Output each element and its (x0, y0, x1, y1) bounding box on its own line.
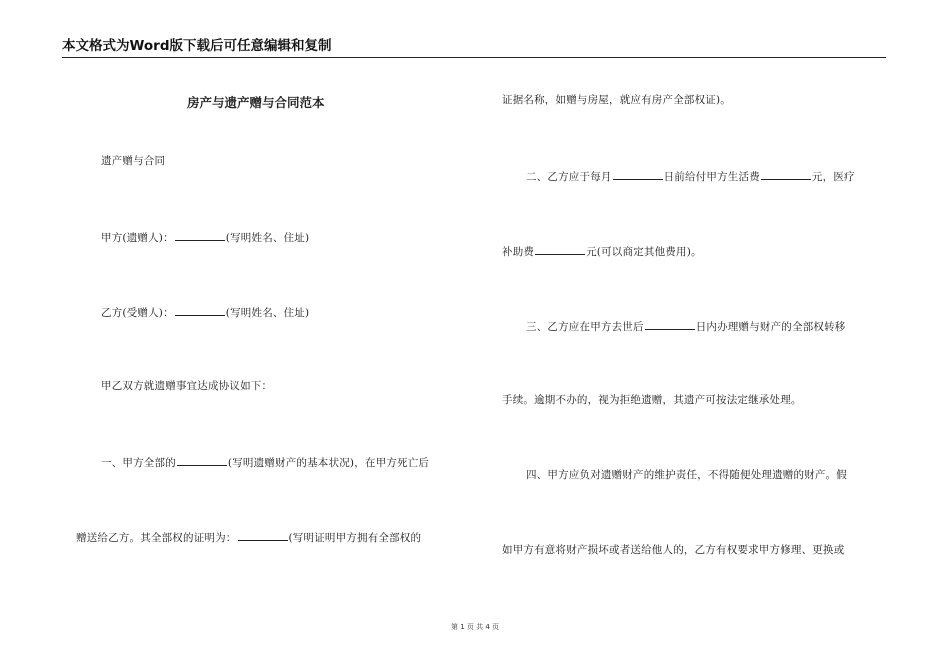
clause-2-b: 日前给付甲方生活费 (663, 171, 760, 183)
clause-2-a: 二、乙方应于每月 (526, 171, 612, 183)
clause-3-b: 日内办理赠与财产的全部权转移 (695, 321, 846, 333)
party-a-blank (175, 229, 225, 241)
clause-1-line (101, 454, 429, 470)
party-a-line (101, 229, 309, 245)
clause-1-end-line: 证据名称，如赠与房屋，就应有房产全部权证)。 (502, 94, 731, 106)
contract-name: 遗产赠与合同 (101, 155, 166, 167)
medical-blank (535, 243, 585, 255)
clause-3-a: 三、乙方应在甲方去世后 (526, 321, 644, 333)
clause-2-c: 元，医疗 (811, 171, 855, 183)
clause-2-cont (502, 243, 702, 259)
party-a-note: (写明姓名、住址) (225, 232, 310, 244)
clause-1-start: 一、甲方全部的 (101, 457, 176, 469)
clause-2-line (526, 168, 855, 184)
clause-2-cont-b: 元(可以商定其他费用)。 (586, 246, 702, 258)
clause-3-cont: 手续。逾期不办的，视为拒绝遗赠，其遗产可按法定继承处理。 (502, 394, 802, 406)
day-blank (613, 168, 663, 180)
clause-1-cont (76, 529, 421, 545)
party-b-note: (写明姓名、住址) (225, 307, 310, 319)
clause-4-cont: 如甲方有意将财产损坏或者送给他人的，乙方有权要求甲方修理、更换或 (502, 544, 845, 556)
clause-3-line (526, 318, 846, 334)
living-expense-blank (761, 168, 811, 180)
party-b-line (101, 304, 309, 320)
clause-1-cont-start: 赠送给乙方。其全部权的证明为： (76, 532, 237, 544)
clause-1-blank (177, 454, 227, 466)
clause-4-line: 四、甲方应负对遗赠财产的维护责任，不得随便处理遗赠的财产。假 (526, 469, 847, 481)
days-blank (645, 318, 695, 330)
party-b-label: 乙方(受赠人)： (101, 307, 174, 319)
clause-1-end: (写明遗赠财产的基本状况)，在甲方死亡后 (227, 457, 430, 469)
clause-1-cont-end: (写明证明甲方拥有全部权的 (288, 532, 422, 544)
page-footer: 第 1 页 共 4 页 (450, 623, 500, 631)
document-header: 本文格式为Word版下载后可任意编辑和复制 (62, 34, 886, 58)
party-b-blank (175, 304, 225, 316)
agreement-intro: 甲乙双方就遗赠事宜达成协议如下： (101, 380, 273, 392)
clause-2-cont-a: 补助费 (502, 246, 535, 258)
proof-blank (238, 529, 288, 541)
document-title: 房产与遗产赠与合同范本 (187, 95, 325, 110)
party-a-label: 甲方(遗赠人)： (101, 232, 174, 244)
